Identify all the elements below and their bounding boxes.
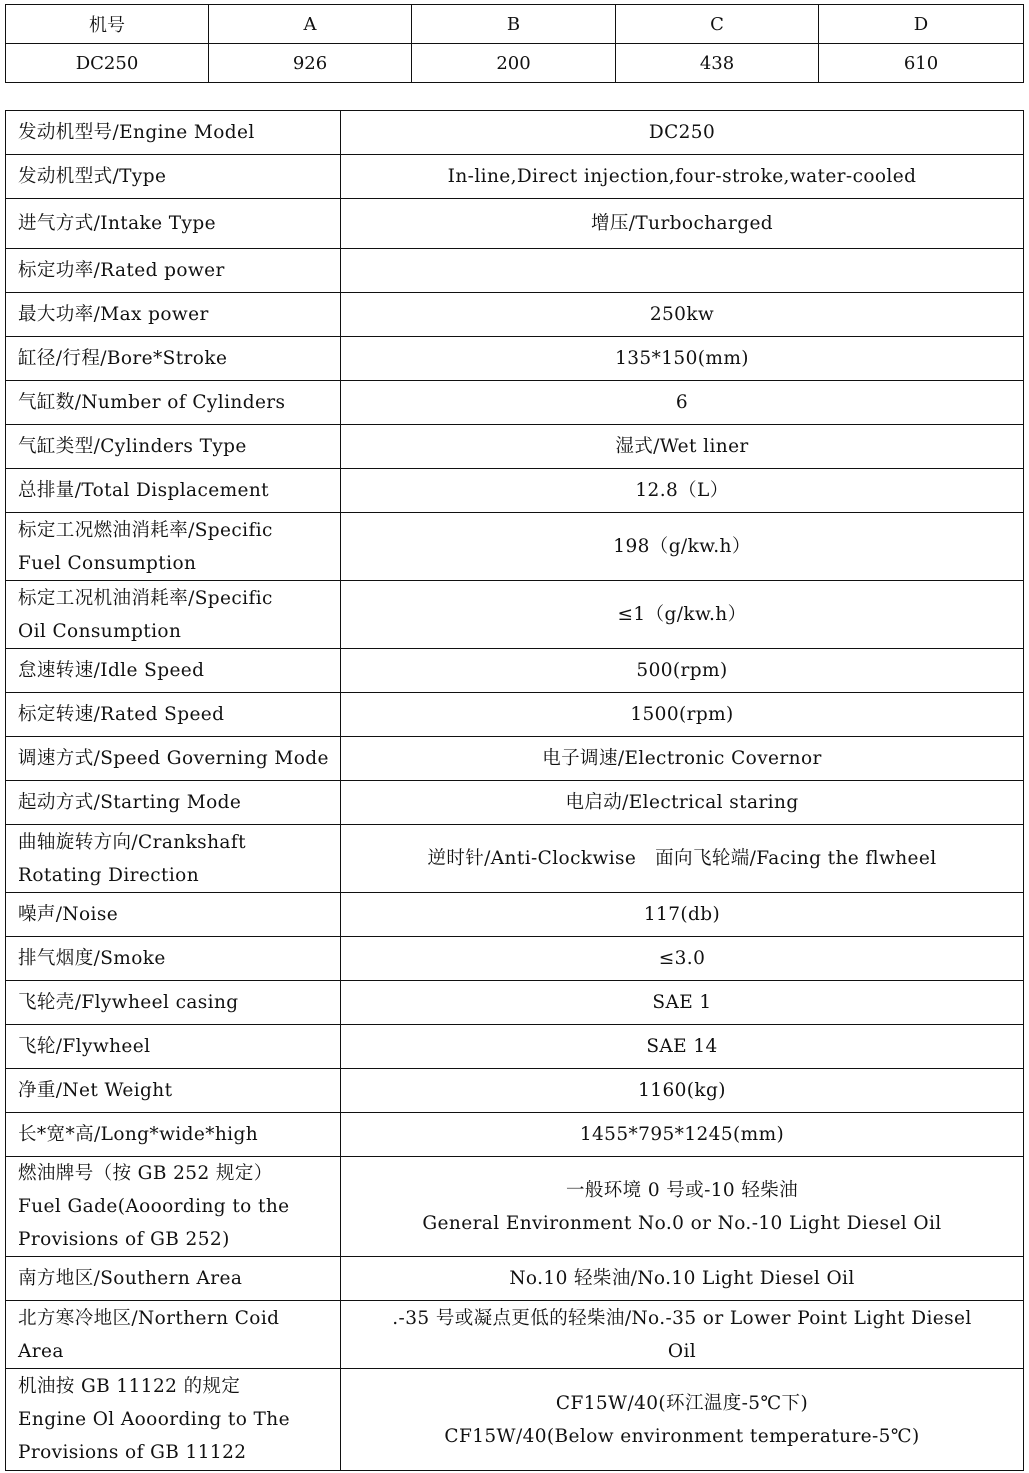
spec-value-cell bbox=[341, 693, 1024, 737]
spec-row bbox=[6, 1257, 1024, 1301]
spec-value-cell bbox=[341, 249, 1024, 293]
spec-value-line: General Environment No.0 or No.-10 Light Diesel Oil bbox=[422, 1212, 942, 1234]
spec-label-line: Rotating Direction bbox=[18, 864, 200, 886]
spec-row bbox=[6, 825, 1024, 893]
header-cell-c: C bbox=[616, 5, 819, 44]
spec-row bbox=[6, 1113, 1024, 1157]
spec-value-cell bbox=[341, 381, 1024, 425]
spec-value-line: Oil bbox=[667, 1340, 697, 1362]
spec-row bbox=[6, 513, 1024, 581]
spec-row bbox=[6, 425, 1024, 469]
spec-label-cell bbox=[6, 249, 341, 293]
spec-label-cell bbox=[6, 381, 341, 425]
spec-label-line: 噪声/Noise bbox=[18, 904, 119, 925]
spec-label-line: 净重/Net Weight bbox=[18, 1080, 173, 1101]
spec-label-cell bbox=[6, 893, 341, 937]
spec-label-cell bbox=[6, 781, 341, 825]
spec-label-cell bbox=[6, 937, 341, 981]
spec-row bbox=[6, 155, 1024, 199]
spec-label-cell bbox=[6, 1113, 341, 1157]
spec-value-line: 一般环境 0 号或-10 轻柴油 bbox=[565, 1179, 799, 1201]
data-cell-b: 200 bbox=[412, 44, 616, 83]
spec-label-line: 发动机型号/Engine Model bbox=[18, 122, 255, 143]
spec-label-line: 气缸数/Number of Cylinders bbox=[18, 392, 286, 413]
spec-value-cell bbox=[341, 1069, 1024, 1113]
spec-label-line: 总排量/Total Displacement bbox=[18, 480, 270, 501]
spec-label-cell bbox=[6, 1257, 341, 1301]
spec-value-cell bbox=[341, 293, 1024, 337]
spec-value-cell bbox=[341, 1369, 1024, 1471]
spec-value-cell bbox=[341, 1257, 1024, 1301]
spec-label-line: 燃油牌号（按 GB 252 规定） bbox=[18, 1163, 273, 1184]
spec-label-line: Engine Ol Aooording to The bbox=[18, 1409, 290, 1430]
data-cell-model: DC250 bbox=[6, 44, 209, 83]
spec-value-cell bbox=[341, 893, 1024, 937]
spec-value-cell bbox=[341, 111, 1024, 155]
spec-label-line: 气缸类型/Cylinders Type bbox=[18, 436, 247, 457]
spec-value-line: 117(db) bbox=[643, 904, 721, 925]
spec-label-line: 飞轮/Flywheel bbox=[18, 1036, 151, 1057]
spec-value-cell bbox=[341, 649, 1024, 693]
spec-row bbox=[6, 893, 1024, 937]
spec-value-line: 198（g/kw.h） bbox=[613, 536, 751, 557]
spec-row bbox=[6, 781, 1024, 825]
spec-row bbox=[6, 199, 1024, 249]
spec-label-line: 排气烟度/Smoke bbox=[18, 948, 166, 969]
spec-label-cell bbox=[6, 199, 341, 249]
spec-label-line: Fuel Consumption bbox=[18, 552, 197, 574]
spec-label-cell bbox=[6, 111, 341, 155]
spec-label-line: 标定功率/Rated power bbox=[18, 260, 225, 281]
spec-row bbox=[6, 1301, 1024, 1369]
spec-value-line: SAE 1 bbox=[652, 992, 712, 1013]
spec-label-line: 起动方式/Starting Mode bbox=[18, 792, 242, 813]
spec-label-line: Fuel Gade(Aooording to the bbox=[18, 1196, 290, 1217]
spec-row bbox=[6, 981, 1024, 1025]
header-cell-a: A bbox=[209, 5, 412, 44]
data-cell-d: 610 bbox=[819, 44, 1024, 83]
spec-label-line: 标定工况机油消耗率/Specific bbox=[18, 587, 273, 609]
spec-row bbox=[6, 737, 1024, 781]
spec-value-cell bbox=[341, 337, 1024, 381]
spec-value-line: 250kw bbox=[649, 304, 715, 325]
spec-label-cell bbox=[6, 1369, 341, 1471]
spec-value-line: 湿式/Wet liner bbox=[615, 436, 749, 457]
spec-label-cell bbox=[6, 469, 341, 513]
spec-row bbox=[6, 293, 1024, 337]
spec-value-line: 500(rpm) bbox=[636, 660, 728, 681]
spec-row bbox=[6, 1025, 1024, 1069]
spec-label-line: Provisions of GB 252) bbox=[18, 1229, 230, 1250]
spec-value-line: 逆时针/Anti-Clockwise 面向飞轮端/Facing the flwheel bbox=[427, 848, 937, 869]
spec-label-cell bbox=[6, 981, 341, 1025]
spec-value-line: CF15W/40(环江温度-5℃下) bbox=[555, 1392, 809, 1414]
spec-row bbox=[6, 1157, 1024, 1257]
spec-label-cell bbox=[6, 1157, 341, 1257]
spec-label-line: 南方地区/Southern Area bbox=[18, 1268, 243, 1289]
spec-row bbox=[6, 337, 1024, 381]
spec-value-line: 1455*795*1245(mm) bbox=[579, 1124, 785, 1145]
spec-value-cell bbox=[341, 513, 1024, 581]
spec-label-line: 怠速转速/Idle Speed bbox=[18, 660, 205, 681]
spec-row bbox=[6, 649, 1024, 693]
spec-value-cell bbox=[341, 469, 1024, 513]
spec-value-line: ≤3.0 bbox=[658, 948, 706, 969]
spec-value-line: 增压/Turbocharged bbox=[590, 213, 774, 234]
spec-value-cell bbox=[341, 981, 1024, 1025]
spec-value-line: 6 bbox=[675, 392, 689, 413]
data-cell-a: 926 bbox=[209, 44, 412, 83]
spec-label-line: 标定工况燃油消耗率/Specific bbox=[18, 519, 273, 541]
spec-label-cell bbox=[6, 825, 341, 893]
spec-value-line: 1500(rpm) bbox=[630, 704, 734, 725]
spec-value-cell bbox=[341, 1113, 1024, 1157]
spec-row bbox=[6, 381, 1024, 425]
spec-label-cell bbox=[6, 513, 341, 581]
spec-label-line: 长*宽*高/Long*wide*high bbox=[18, 1124, 259, 1145]
spec-value-line: 135*150(mm) bbox=[615, 348, 749, 369]
spec-label-cell bbox=[6, 693, 341, 737]
header-cell-b: B bbox=[412, 5, 616, 44]
spec-label-cell bbox=[6, 293, 341, 337]
spec-row bbox=[6, 1069, 1024, 1113]
spec-value-cell bbox=[341, 1157, 1024, 1257]
spec-label-cell bbox=[6, 649, 341, 693]
spec-label-line: 最大功率/Max power bbox=[18, 304, 209, 325]
spec-value-line: No.10 轻柴油/No.10 Light Diesel Oil bbox=[509, 1268, 855, 1289]
spec-value-cell bbox=[341, 199, 1024, 249]
spec-row bbox=[6, 1369, 1024, 1471]
header-cell-d: D bbox=[819, 5, 1024, 44]
spec-label-cell bbox=[6, 737, 341, 781]
spec-value-cell bbox=[341, 425, 1024, 469]
spec-label-cell bbox=[6, 155, 341, 199]
spec-label-cell bbox=[6, 1025, 341, 1069]
spec-label-line: 曲轴旋转方向/Crankshaft bbox=[18, 831, 246, 853]
spec-row bbox=[6, 937, 1024, 981]
spec-label-line: Oil Consumption bbox=[18, 620, 182, 642]
spec-value-cell bbox=[341, 1025, 1024, 1069]
spec-value-cell bbox=[341, 737, 1024, 781]
spec-label-cell bbox=[6, 581, 341, 649]
data-cell-c: 438 bbox=[616, 44, 819, 83]
spec-label-line: 缸径/行程/Bore*Stroke bbox=[18, 348, 228, 369]
spec-value-line: ≤1（g/kw.h） bbox=[617, 604, 747, 625]
spec-label-line: 调速方式/Speed Governing Mode bbox=[18, 748, 329, 769]
spec-value-cell bbox=[341, 155, 1024, 199]
spec-label-line: 北方寒冷地区/Northern Coid bbox=[18, 1307, 280, 1329]
spec-row bbox=[6, 249, 1024, 293]
spec-label-cell bbox=[6, 425, 341, 469]
spec-value-line: 12.8（L） bbox=[635, 480, 729, 501]
spec-value-line: 电子调速/Electronic Covernor bbox=[542, 748, 822, 769]
spec-value-cell bbox=[341, 937, 1024, 981]
dimension-data-row bbox=[6, 44, 1024, 83]
spec-label-line: Provisions of GB 11122 bbox=[18, 1442, 247, 1463]
spec-value-line: CF15W/40(Below environment temperature-5℃) bbox=[444, 1425, 920, 1447]
spec-value-line: .-35 号或凝点更低的轻柴油/No.-35 or Lower Point Light Diesel bbox=[392, 1307, 972, 1329]
spec-label-cell bbox=[6, 337, 341, 381]
spec-table-body bbox=[6, 111, 1024, 1471]
spec-value-cell bbox=[341, 825, 1024, 893]
header-cell-model: 机号 bbox=[6, 5, 209, 44]
spec-label-line: 飞轮壳/Flywheel casing bbox=[18, 992, 239, 1013]
spec-table bbox=[5, 110, 1024, 1471]
spec-label-line: 机油按 GB 11122 的规定 bbox=[18, 1376, 241, 1397]
spec-value-line: SAE 14 bbox=[646, 1036, 718, 1057]
spec-row bbox=[6, 469, 1024, 513]
spec-value-line: 电启动/Electrical staring bbox=[565, 792, 799, 813]
spec-value-cell bbox=[341, 1301, 1024, 1369]
spec-label-line: Area bbox=[18, 1340, 64, 1362]
spec-value-line: 1160(kg) bbox=[638, 1080, 726, 1101]
spec-row bbox=[6, 693, 1024, 737]
spec-row bbox=[6, 111, 1024, 155]
spec-row bbox=[6, 581, 1024, 649]
spec-label-cell bbox=[6, 1301, 341, 1369]
spec-value-line: DC250 bbox=[648, 122, 716, 143]
dimension-table bbox=[5, 4, 1024, 83]
dimension-header-row bbox=[6, 5, 1024, 44]
spec-label-line: 进气方式/Intake Type bbox=[18, 213, 216, 234]
spec-label-line: 发动机型式/Type bbox=[18, 166, 167, 187]
spec-label-cell bbox=[6, 1069, 341, 1113]
spec-value-line: In-line,Direct injection,four-stroke,water-cooled bbox=[447, 166, 917, 187]
spec-label-line: 标定转速/Rated Speed bbox=[18, 704, 225, 725]
spec-value-cell bbox=[341, 781, 1024, 825]
spec-value-cell bbox=[341, 581, 1024, 649]
